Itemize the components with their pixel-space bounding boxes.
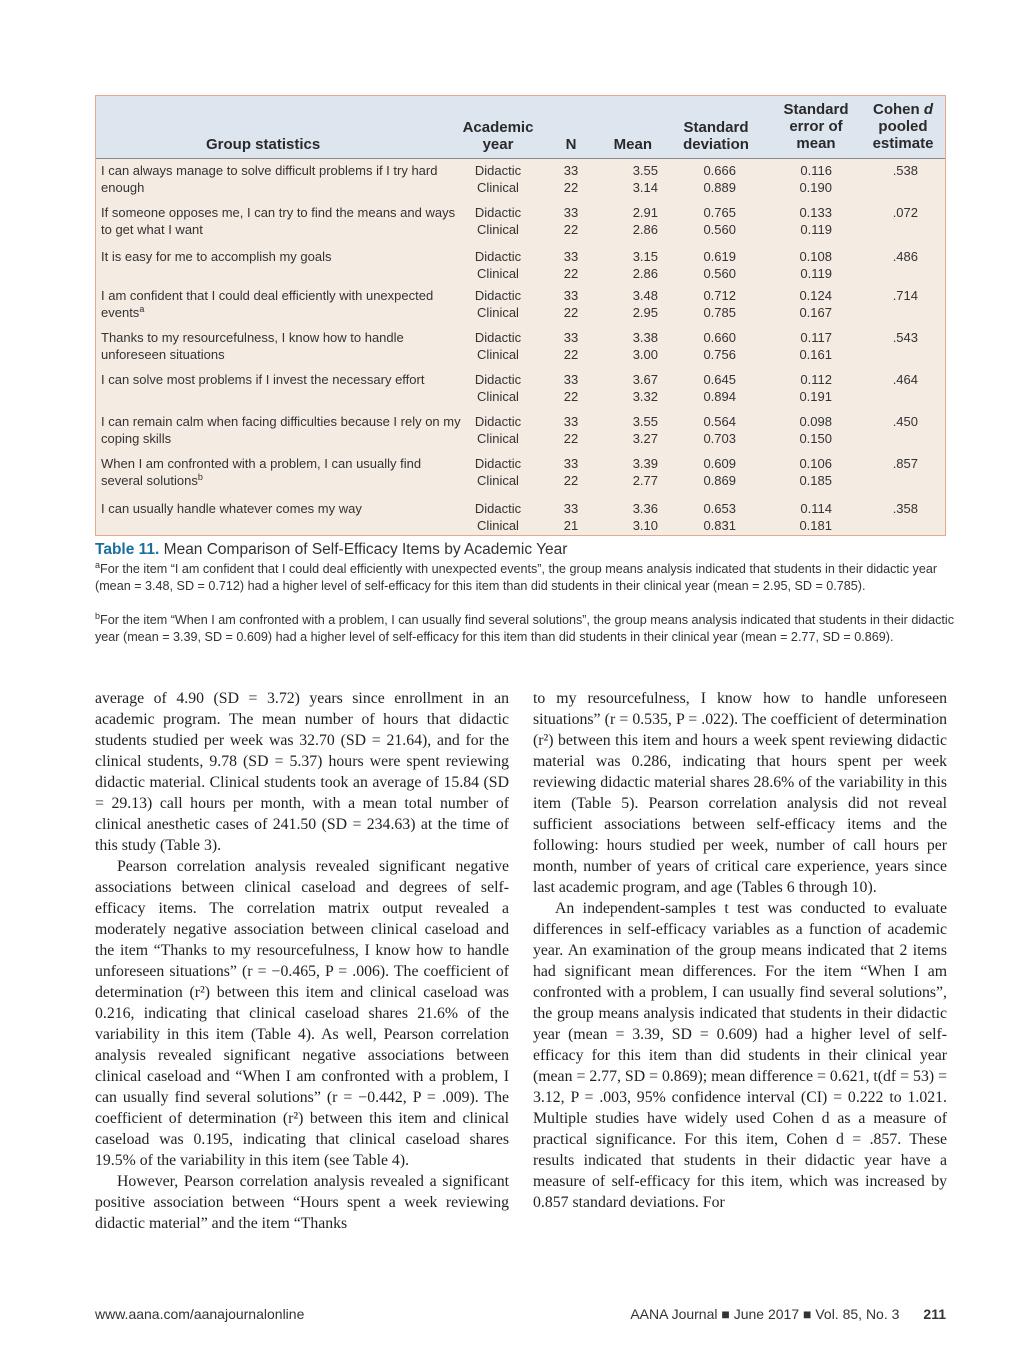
table-cell-sd: 0.619 <box>703 249 736 264</box>
table-cell-year: Didactic <box>474 414 522 429</box>
table-cell-se: 0.191 <box>799 389 832 404</box>
table-row-item-label: I can usually handle whatever comes my way <box>101 501 362 516</box>
table-cell-year: Clinical <box>477 180 519 195</box>
table-cell-cohen-d: .464 <box>892 372 918 387</box>
table-cell-sd: 0.560 <box>703 266 736 281</box>
header-mean: Mean <box>613 136 652 153</box>
header-cohen-d-line1: Cohen d <box>872 101 933 118</box>
table-row-item-label: When I am confronted with a problem, I can usually find several solutions$^b$ <box>101 456 422 488</box>
table-row-item-label: I can always manage to solve difficult problems if I try hard enough <box>101 163 438 195</box>
header-academic-year-line1: Academic <box>462 119 534 136</box>
header-sd-line2: deviation <box>683 136 749 153</box>
table-cell-n: 33 <box>563 249 579 264</box>
table-cell-sd: 0.756 <box>703 347 736 362</box>
table-cell-cohen-d: .486 <box>892 249 918 264</box>
table-cell-cohen-d: .072 <box>892 205 918 220</box>
table-cell-year: Clinical <box>477 518 519 533</box>
table-caption <box>95 541 567 559</box>
table-cell-se: 0.185 <box>799 473 832 488</box>
table-cell-n: 33 <box>563 330 579 345</box>
header-cohen-d-line2: pooled <box>878 118 928 135</box>
body-paragraph: However, Pearson correlation analysis revealed a significant positive association between “Hours spent a week reviewing didactic material” and the item “Thanks <box>95 1173 509 1232</box>
table-cell-cohen-d: .538 <box>892 163 918 178</box>
table-row-item-label: It is easy for me to accomplish my goals <box>101 249 332 264</box>
table-row-item-label: I am confident that I could deal efficiently with unexpected events$^a$ <box>101 288 434 320</box>
table-cell-se: 0.098 <box>799 414 832 429</box>
table-cell-year: Clinical <box>477 473 519 488</box>
header-se-line2: error of <box>789 118 843 135</box>
header-group-statistics: Group statistics <box>206 136 321 153</box>
table-cell-year: Clinical <box>477 389 519 404</box>
table-cell-mean: 2.95 <box>632 305 658 320</box>
table-cell-sd: 0.560 <box>703 222 736 237</box>
table-row-item-label: I can solve most problems if I invest the necessary effort <box>101 372 425 387</box>
table-cell-cohen-d: .714 <box>892 288 918 303</box>
table-cell-cohen-d: .857 <box>892 456 918 471</box>
footnote-a <box>95 561 955 595</box>
table-cell-se: 0.161 <box>799 347 832 362</box>
table-cell-se: 0.117 <box>800 330 832 345</box>
header-standard-deviation <box>668 119 764 153</box>
body-paragraph: Pearson correlation analysis revealed significant negative associations between clinical caseload and degrees of self-efficacy items. The correlation matrix output revealed a moderately negative association between clinical caseload and the item “Thanks to my resourcefulness, I know how to handle unforeseen situations” (r = −0.465, P = .006). The coefficient of determination (r²) between this item and clinical caseload was 0.216, indicating that clinical caseload shares 21.6% of the variability in this item (Table 4). As well, Pearson correlation analysis revealed significant negative associations between clinical caseload and “When I am confronted with a problem, I can usually find several solutions” (r = −0.442, P = .009). The coefficient of determination (r²) between this item and clinical caseload was 0.195, indicating that clinical caseload shares 19.5% of the variability in this item (see Table 4). <box>95 858 509 1169</box>
table-cell-se: 0.167 <box>799 305 832 320</box>
table-cell-se: 0.114 <box>800 501 832 516</box>
table-cell-mean: 3.27 <box>632 431 658 446</box>
table-cell-year: Clinical <box>477 266 519 281</box>
table-cell-year: Didactic <box>474 501 522 516</box>
table-cell-n: 22 <box>563 431 579 446</box>
footer-journal-name: AANA Journal ■ June 2017 ■ Vol. 85, No. 3 <box>630 1306 900 1322</box>
table-cell-n: 33 <box>563 501 579 516</box>
header-academic-year <box>448 119 548 153</box>
table-cell-n: 22 <box>563 347 579 362</box>
table-row-item-label: I can remain calm when facing difficulties because I rely on my coping skills <box>101 414 461 446</box>
table-cell-n: 22 <box>563 180 579 195</box>
table-cell-se: 0.133 <box>799 205 832 220</box>
table-cell-sd: 0.653 <box>703 501 736 516</box>
table-cell-se: 0.190 <box>799 180 832 195</box>
table-cell-mean: 2.86 <box>632 222 658 237</box>
table-cell-sd: 0.564 <box>703 414 736 429</box>
table-cell-mean: 3.55 <box>632 414 658 429</box>
footnote-b-marker: b <box>95 611 101 621</box>
table-cell-sd: 0.703 <box>703 431 736 446</box>
table-cell-mean: 3.36 <box>632 501 658 516</box>
table-cell-mean: 3.15 <box>632 249 658 264</box>
table-cell-n: 21 <box>563 518 579 533</box>
table-cell-n: 22 <box>563 266 579 281</box>
footnote-b <box>95 612 955 646</box>
table-cell-year: Didactic <box>474 205 522 220</box>
table-cell-n: 33 <box>563 163 579 178</box>
table-cell-se: 0.108 <box>799 249 832 264</box>
table-cell-mean: 3.55 <box>632 163 658 178</box>
table-title: Mean Comparison of Self-Efficacy Items by Academic Year <box>163 541 568 558</box>
footnote-a-text: For the item “I am confident that I could deal efficiently with unexpected events”, the group means analysis indicated that students in their didactic year (mean = 3.48, SD = 0.712) had a higher level of self-efficacy for this item than did students in their clinical year (mean = 2.95, SD = 0.785). <box>95 562 938 593</box>
table-cell-sd: 0.765 <box>703 205 736 220</box>
table-cell-year: Didactic <box>474 372 522 387</box>
table-cell-mean: 2.77 <box>632 473 658 488</box>
table-cell-year: Clinical <box>477 222 519 237</box>
table-cell-mean: 3.38 <box>632 330 658 345</box>
table-cell-sd: 0.609 <box>703 456 736 471</box>
table-cell-sd: 0.645 <box>703 372 736 387</box>
table-cell-se: 0.112 <box>800 372 832 387</box>
table-cell-sd: 0.894 <box>703 389 736 404</box>
header-cohen-d <box>862 101 944 152</box>
table-cell-n: 33 <box>563 205 579 220</box>
table-cell-sd: 0.831 <box>703 518 736 533</box>
header-n: N <box>565 136 577 153</box>
table-cell-year: Clinical <box>477 347 519 362</box>
table-number: Table 11. <box>95 541 160 558</box>
table-cell-sd: 0.666 <box>703 163 736 178</box>
table-cell-year: Didactic <box>474 163 522 178</box>
table-cell-sd: 0.660 <box>703 330 736 345</box>
footer-url: www.aana.com/aanajournalonline <box>95 1306 305 1322</box>
table-cell-mean: 2.86 <box>632 266 658 281</box>
body-paragraph: average of 4.90 (SD = 3.72) years since enrollment in an academic program. The mean number of hours that didactic students studied per week was 32.70 (SD = 21.64), and for the clinical students, 9.78 (SD = 5.37) hours were spent reviewing didactic material. Clinical students took an average of 15.84 (SD = 29.13) call hours per month, with a mean total number of clinical anesthetic cases of 241.50 (SD = 234.63) at the time of this study (Table 3). <box>95 690 509 854</box>
table-cell-cohen-d: .543 <box>892 330 918 345</box>
table-row-item-label: Thanks to my resourcefulness, I know how to handle unforeseen situations <box>101 330 404 362</box>
table-cell-n: 22 <box>563 389 579 404</box>
footer-journal <box>630 1306 946 1322</box>
table-cell-year: Didactic <box>474 456 522 471</box>
table-cell-mean: 3.10 <box>632 518 658 533</box>
table-cell-mean: 3.14 <box>632 180 658 195</box>
table-cell-se: 0.106 <box>799 456 832 471</box>
self-efficacy-table <box>95 95 946 536</box>
table-cell-mean: 3.48 <box>632 288 658 303</box>
table-row-item-label: If someone opposes me, I can try to find the means and ways to get what I want <box>101 205 456 237</box>
table-cell-n: 33 <box>563 372 579 387</box>
body-paragraph: An independent-samples t test was conducted to evaluate differences in self-efficacy variables as a function of academic year. An examination of the group means indicated that 2 items had significant mean differences. For the item “When I am confronted with a problem, I can usually find several solutions”, the group means analysis indicated that students in their didactic year (mean = 3.39, SD = 0.609) had a higher level of self-efficacy for this item than did students in their clinical year (mean = 2.77, SD = 0.869); mean difference = 0.621, t(df = 53) = 3.12, P = .003, 95% confidence interval (CI) = 0.222 to 1.021. Multiple studies have widely used Cohen d as a measure of practical significance. For this item, Cohen d = .857. These results indicated that students in their didactic year have a measure of self-efficacy for this item, which was increased by 0.857 standard deviations. For <box>533 900 947 1211</box>
table-header <box>96 96 945 159</box>
table-cell-n: 22 <box>563 222 579 237</box>
table-cell-sd: 0.785 <box>703 305 736 320</box>
table-cell-mean: 3.00 <box>632 347 658 362</box>
table-cell-se: 0.124 <box>799 288 832 303</box>
table-cell-year: Didactic <box>474 249 522 264</box>
table-cell-year: Didactic <box>474 330 522 345</box>
table-cell-year: Didactic <box>474 288 522 303</box>
table-cell-se: 0.119 <box>800 222 832 237</box>
table-cell-se: 0.150 <box>799 431 832 446</box>
header-se-line3: mean <box>796 135 836 152</box>
table-cell-n: 33 <box>563 288 579 303</box>
header-academic-year-line2: year <box>482 136 514 153</box>
footnote-b-text: For the item “When I am confronted with a problem, I can usually find several solutions”, the group means analysis indicated that students in their didactic year (mean = 3.39, SD = 0.609) had a higher level of self-efficacy for this item than did students in their clinical year (mean = 2.77, SD = 0.869). <box>95 613 955 644</box>
table-cell-se: 0.119 <box>800 266 832 281</box>
body-paragraph: to my resourcefulness, I know how to handle unforeseen situations” (r = 0.535, P = .022). The coefficient of determination (r²) between this item and hours a week spent reviewing didactic material was 0.286, indicating that hours spent per week reviewing didactic material shares 28.6% of the variability in this item (Table 5). Pearson correlation analysis did not reveal sufficient associations between self-efficacy items and the following: hours studied per week, number of call hours per month, number of years of critical care experience, years since last academic program, and age (Tables 6 through 10). <box>533 690 947 896</box>
header-standard-error <box>768 101 864 152</box>
table-cell-se: 0.116 <box>800 163 832 178</box>
body-left-column <box>95 688 509 1234</box>
header-cohen-d-line3: estimate <box>872 135 934 152</box>
table-cell-year: Clinical <box>477 431 519 446</box>
table-cell-mean: 3.67 <box>632 372 658 387</box>
table-cell-n: 33 <box>563 456 579 471</box>
header-sd-line1: Standard <box>683 119 749 136</box>
table-cell-cohen-d: .358 <box>892 501 918 516</box>
table-cell-cohen-d: .450 <box>892 414 918 429</box>
table-cell-se: 0.181 <box>799 518 832 533</box>
table-cell-n: 22 <box>563 305 579 320</box>
table-cell-mean: 2.91 <box>632 205 658 220</box>
table-cell-sd: 0.869 <box>703 473 736 488</box>
page-number: 211 <box>923 1306 946 1322</box>
table-cell-mean: 3.32 <box>632 389 658 404</box>
footnote-a-marker: a <box>95 560 101 570</box>
body-right-column <box>533 688 947 1213</box>
table-cell-sd: 0.712 <box>703 288 736 303</box>
table-cell-sd: 0.889 <box>703 180 736 195</box>
table-cell-year: Clinical <box>477 305 519 320</box>
table-cell-mean: 3.39 <box>632 456 658 471</box>
header-se-line1: Standard <box>783 101 849 118</box>
table-cell-n: 22 <box>563 473 579 488</box>
table-cell-n: 33 <box>563 414 579 429</box>
